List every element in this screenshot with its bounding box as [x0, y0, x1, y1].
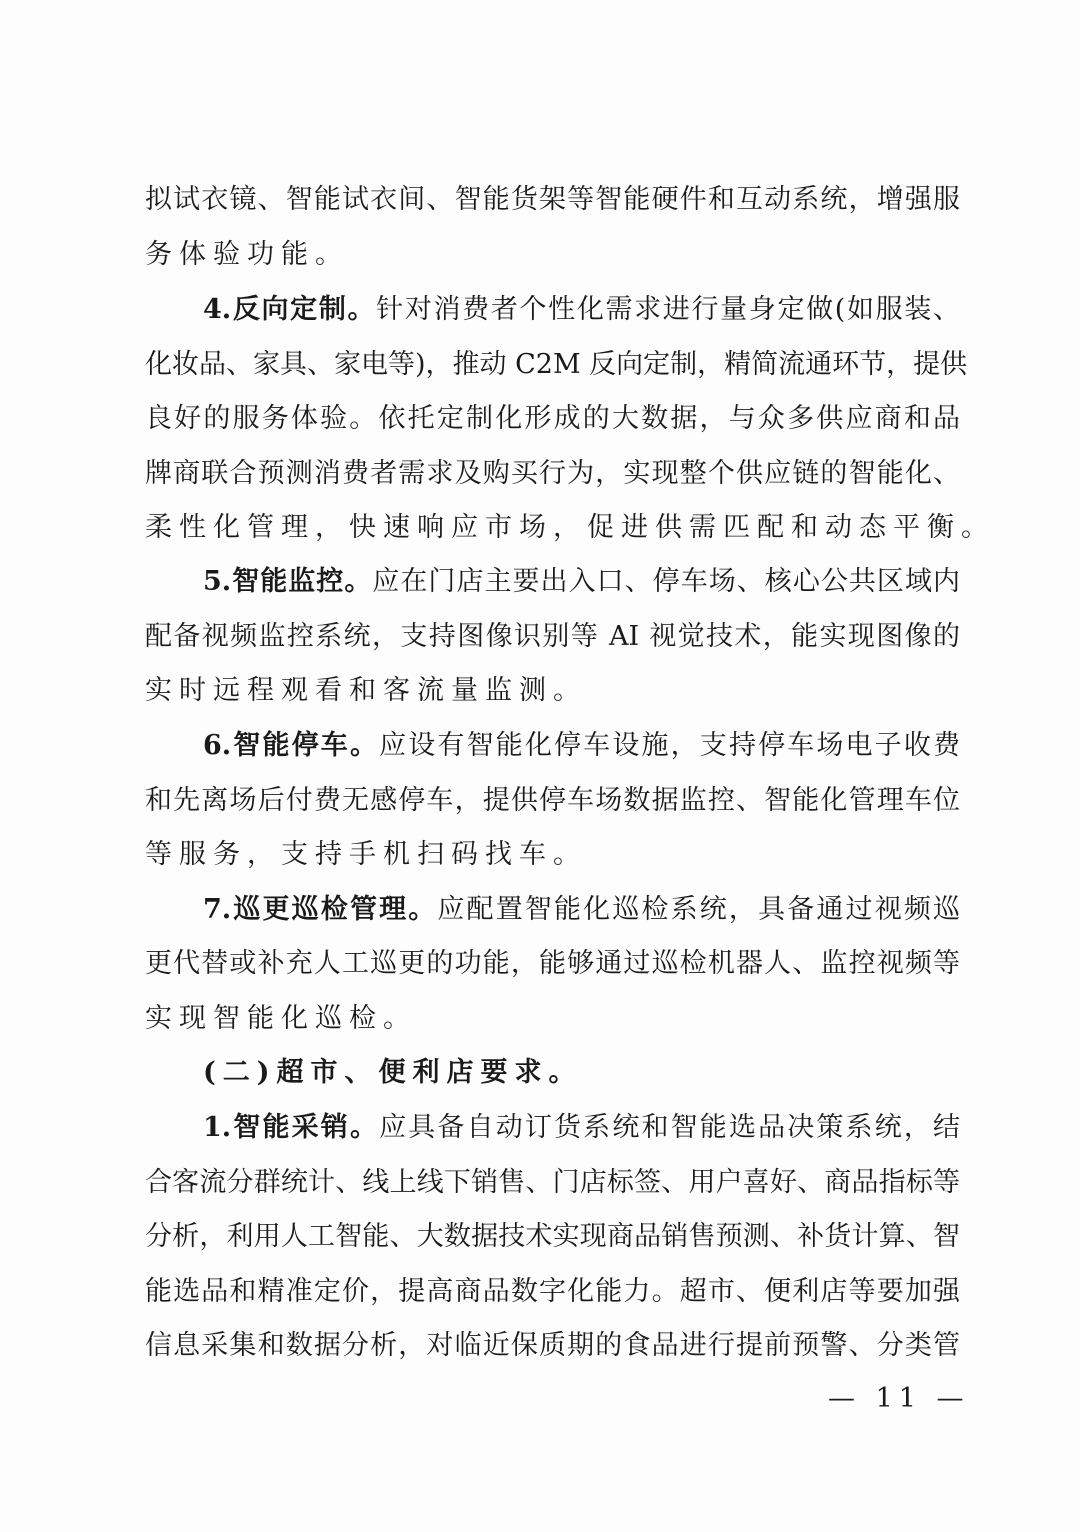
section-heading: 5.智能监控。 — [203, 566, 373, 597]
line-text: 配备视频监控系统，支持图像识别等 AI 视觉技术，能实现图像的 — [145, 621, 960, 652]
line-text: 牌商联合预测消费者需求及购买行为，实现整个供应链的智能化、 — [145, 458, 960, 489]
line-text: 应配置智能化巡检系统，具备通过视频巡 — [437, 894, 960, 925]
line-text: 针对消费者个性化需求进行量身定做(如服装、 — [376, 294, 960, 325]
text-line — [145, 1329, 960, 1363]
text-line — [145, 402, 960, 436]
line-text: 应设有智能化停车设施，支持停车场电子收费 — [379, 730, 961, 761]
line-text: 更代替或补充人工巡更的功能，能够通过巡检机器人、监控视频等 — [145, 948, 960, 979]
line-text: 拟试衣镜、智能试衣间、智能货架等智能硬件和互动系统，增强服 — [145, 184, 960, 215]
section-heading: (二)超市、便利店要求。 — [203, 1057, 583, 1088]
line-text: 实时远程观看和客流量监测。 — [145, 675, 587, 706]
text-line — [145, 511, 995, 545]
line-text: 合客流分群统计、线上线下销售、门店标签、用户喜好、商品指标等 — [145, 1167, 960, 1198]
line-text: 应具备自动订货系统和智能选品决策系统，结 — [379, 1112, 961, 1143]
text-line — [145, 784, 960, 818]
line-text: 信息采集和数据分析，对临近保质期的食品进行提前预警、分类管 — [145, 1330, 960, 1361]
text-line — [145, 674, 960, 708]
text-line — [145, 238, 960, 272]
text-line — [145, 457, 960, 491]
text-line — [145, 1275, 960, 1309]
section-heading: 4.反向定制。 — [203, 294, 377, 325]
section-heading: 7.巡更巡检管理。 — [203, 894, 438, 925]
text-line — [145, 838, 960, 872]
line-text: 分析，利用人工智能、大数据技术实现商品销售预测、补货计算、智 — [145, 1221, 960, 1252]
line-text: 柔性化管理，快速响应市场，促进供需匹配和动态平衡。 — [145, 512, 995, 543]
text-line — [145, 947, 960, 981]
line-text: 等服务，支持手机扫码找车。 — [145, 839, 587, 870]
section-heading: 1.智能采销。 — [203, 1112, 380, 1143]
text-line — [145, 893, 960, 927]
text-line — [145, 293, 960, 327]
line-text: 和先离场后付费无感停车，提供停车场数据监控、智能化管理车位 — [145, 785, 960, 816]
text-line — [145, 1056, 960, 1090]
text-line — [145, 729, 960, 763]
text-line — [145, 565, 960, 599]
line-text: 应在门店主要出入口、停车场、核心公共区域内 — [372, 566, 960, 597]
text-line — [145, 620, 960, 654]
section-heading: 6.智能停车。 — [203, 730, 380, 761]
line-text: 能选品和精准定价，提高商品数字化能力。超市、便利店等要加强 — [145, 1276, 960, 1307]
text-line — [145, 348, 968, 382]
line-text: 化妆品、家具、家电等)，推动 C2M 反向定制，精简流通环节，提供 — [145, 349, 968, 380]
line-text: 良好的服务体验。依托定制化形成的大数据，与众多供应商和品 — [145, 403, 960, 434]
text-line — [145, 1220, 960, 1254]
text-line — [145, 183, 960, 217]
line-text: 务体验功能。 — [145, 239, 349, 270]
line-text: 实现智能化巡检。 — [145, 1003, 417, 1034]
page-number: — 11 — — [828, 1383, 970, 1414]
text-line — [145, 1002, 960, 1036]
text-line — [145, 1111, 960, 1145]
text-line — [145, 1166, 960, 1200]
